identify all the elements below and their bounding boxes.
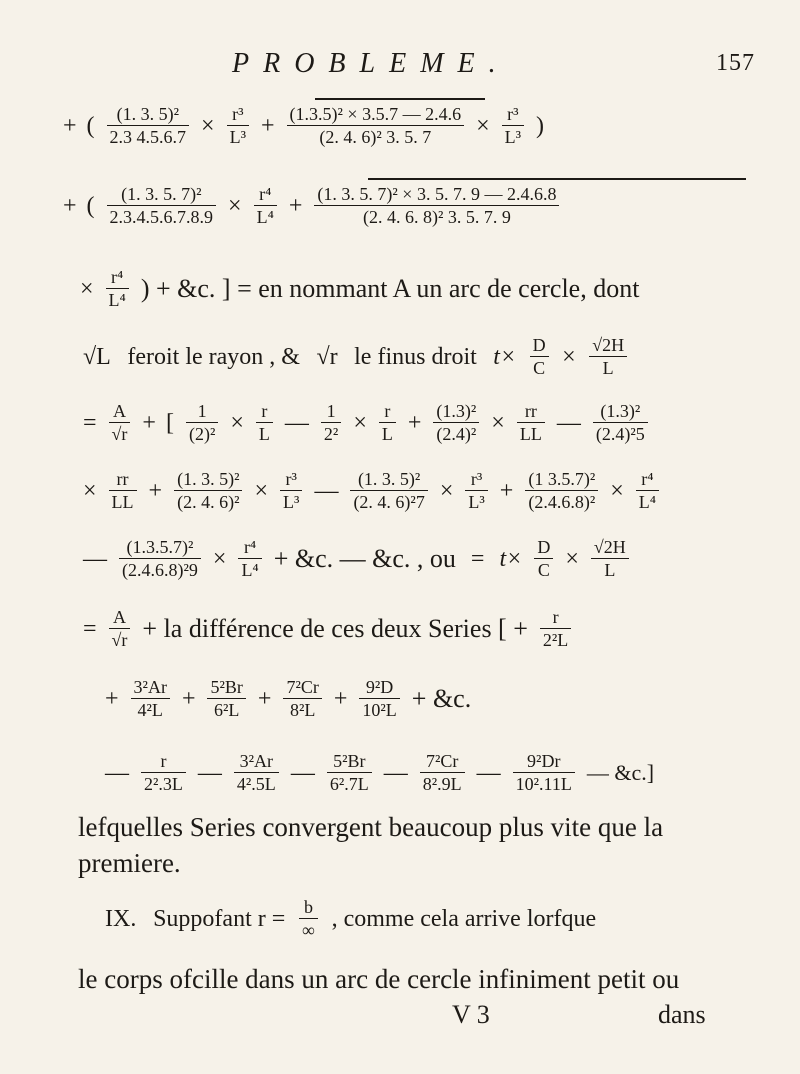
- fraction: $\frac{\text{7²Cr}}{\text{8²L}}$: [283, 678, 321, 719]
- equation-line-2: + ( $\frac{\text{(1. 3. 5. 7)²}}{2.3.4.5.6.7.8.9}$ × $\frac{\text{r⁴}}{\text{L⁴}}$ + $\frac{\text{(1. 3. 5. 7)² × 3. 5. 7. 9 — 2.4.6.8}}{\text{(2. 4. 6. 8)² 3. 5. 7. 9}}$: [58, 185, 561, 226]
- fraction: $\frac{\text{r³}}{\text{L³}}$: [465, 470, 487, 511]
- fraction: $\frac{\text{r⁴}}{\text{L⁴}}$: [636, 470, 659, 511]
- section-ix-line-2: le corps ofcille dans un arc de cercle infiniment petit ou: [78, 964, 680, 994]
- signature-mark: V 3: [452, 1000, 490, 1029]
- overline-rule: [368, 178, 746, 180]
- fraction: $\frac{\text{3²Ar}}{\text{4²L}}$: [131, 678, 170, 719]
- paragraph-line-1: lefquelles Series convergent beaucoup plus vite que la: [78, 812, 664, 842]
- fraction: $\frac{A}{√r}$: [109, 402, 131, 443]
- equation-line-10: — $\frac{r}{\text{2².3L}}$ — $\frac{\text{3²Ar}}{\text{4².5L}}$ — $\frac{\text{5²Br}}{\text{6².7L}}$ — $\frac{\text{7²Cr}}{\text{8².9L}}$ — $\frac{\text{9²Dr}}{\text{10².11L}}$ — &c.]: [105, 751, 655, 794]
- equation-line-8: = $\frac{A}{√r}$ + la différence de ces deux Series [ + $\frac{r}{\text{2²L}}$: [78, 608, 573, 649]
- page-number: 157: [716, 50, 755, 76]
- fraction: $\frac{rr}{LL}$: [109, 470, 137, 511]
- fraction: $\frac{\text{(1.3.5.7)²}}{\text{(2.4.6.8)²9}}$: [119, 538, 201, 579]
- fraction: $\frac{rr}{LL}$: [517, 402, 545, 443]
- equation-line-6: × $\frac{rr}{LL}$ + $\frac{\text{(1. 3. 5)²}}{\text{(2. 4. 6)²}}$ × $\frac{\text{r³}}{\text{L³}}$ — $\frac{\text{(1. 3. 5)²}}{\text{(2. 4. 6)²7}}$ × $\frac{\text{r³}}{\text{L³}}$ + $\frac{\text{(1 3.5.7)²}}{\text{(2.4.6.8)²}}$ × $\frac{\text{r⁴}}{\text{L⁴}}$: [78, 470, 661, 511]
- fraction: $\frac{√2H}{L}$: [589, 336, 627, 377]
- fraction: $\frac{\text{r³}}{\text{L³}}$: [280, 470, 302, 511]
- fraction: $\frac{D}{C}$: [534, 538, 553, 579]
- running-head: [0, 48, 800, 88]
- fraction: $\frac{r}{L}$: [256, 402, 273, 443]
- fraction: $\frac{\text{9²D}}{\text{10²L}}$: [359, 678, 399, 719]
- fraction: $\frac{√2H}{L}$: [591, 538, 629, 579]
- fraction: $\frac{\text{3²Ar}}{\text{4².5L}}$: [234, 752, 279, 793]
- fraction: $\frac{\text{(1. 3. 5)²}}{\text{(2. 4. 6)²7}}$: [350, 470, 427, 511]
- section-ix-line-1: IX. Suppofant r = $\frac{b}{\infty}$ , comme cela arrive lorfque: [105, 897, 597, 940]
- catchword: dans: [658, 1000, 706, 1029]
- equation-line-3: × $\frac{\text{r⁴}}{\text{L⁴}}$ ) + &c. ] = en nommant A un arc de cercle, dont: [80, 267, 640, 310]
- fraction: $\frac{\text{(1.3.5)² × 3.5.7 — 2.4.6}}{\text{(2. 4. 6)² 3. 5. 7}}$: [287, 105, 465, 146]
- fraction: $\frac{\text{r³}}{\text{L³}}$: [227, 105, 249, 146]
- fraction: $\frac{\text{r³}}{\text{L³}}$: [502, 105, 524, 146]
- fraction: $\frac{D}{C}$: [530, 336, 549, 377]
- equation-line-5: = $\frac{A}{√r}$ + [ $\frac{1}{\text{(2)²}}$ × $\frac{r}{L}$ — $\frac{1}{\text{2²}}$ × $\frac{r}{L}$ + $\frac{\text{(1.3)²}}{\text{(2.4)²}}$ × $\frac{rr}{LL}$ — $\frac{\text{(1.3)²}}{\text{(2.4)²5}}$: [78, 402, 650, 443]
- section-label: IX.: [105, 905, 137, 932]
- fraction: $\frac{b}{\infty}$: [299, 898, 318, 939]
- fraction: $\frac{1}{\text{(2)²}}$: [186, 402, 218, 443]
- fraction: $\frac{r}{\text{2².3L}}$: [141, 752, 186, 793]
- fraction: $\frac{r}{L}$: [379, 402, 396, 443]
- fraction: $\frac{\text{r⁴}}{\text{L⁴}}$: [254, 185, 277, 226]
- equation-line-9: + $\frac{\text{3²Ar}}{\text{4²L}}$ + $\frac{\text{5²Br}}{\text{6²L}}$ + $\frac{\text{7²Cr}}{\text{8²L}}$ + $\frac{\text{9²D}}{\text{10²L}}$ + &c.: [105, 677, 472, 720]
- paragraph-line-2: premiere.: [78, 848, 181, 878]
- fraction: $\frac{\text{9²Dr}}{\text{10².11L}}$: [513, 752, 575, 793]
- fraction: $\frac{\text{(1. 3. 5)²}}{\text{(2. 4. 6)²}}$: [174, 470, 242, 511]
- fraction: $\frac{\text{r⁴}}{\text{L⁴}}$: [106, 268, 129, 309]
- text-line-4: √L feroit le rayon , & √r le finus droit t× $\frac{D}{C}$ × $\frac{√2H}{L}$: [78, 336, 629, 377]
- running-title: PROBLEME.: [232, 48, 510, 79]
- fraction: $\frac{\text{(1. 3. 5. 7)²}}{2.3.4.5.6.7.8.9}$: [107, 185, 217, 226]
- equation-line-7: — $\frac{\text{(1.3.5.7)²}}{\text{(2.4.6.8)²9}}$ × $\frac{\text{r⁴}}{\text{L⁴}}$ + &c. — &c. , ou = t× $\frac{D}{C}$ × $\frac{√2H}{L}$: [78, 538, 631, 579]
- fraction: $\frac{A}{√r}$: [109, 608, 131, 649]
- fraction: $\frac{\text{5²Br}}{\text{6²L}}$: [207, 678, 245, 719]
- fraction: $\frac{\text{(1.3)²}}{\text{(2.4)²}}$: [433, 402, 479, 443]
- fraction: $\frac{\text{7²Cr}}{\text{8².9L}}$: [420, 752, 465, 793]
- fraction: $\frac{\text{(1. 3. 5. 7)² × 3. 5. 7. 9 — 2.4.6.8}}{\text{(2. 4. 6. 8)² 3. 5. 7. 9}}$: [314, 185, 559, 226]
- fraction: $\frac{\text{(1.3)²}}{\text{(2.4)²5}}$: [593, 402, 648, 443]
- fraction: $\frac{\text{r⁴}}{\text{L⁴}}$: [238, 538, 261, 579]
- fraction: $\frac{1}{\text{2²}}$: [321, 402, 341, 443]
- fraction: $\frac{\text{(1. 3. 5)²}}{2.3 4.5.6.7}$: [107, 105, 190, 146]
- equation-line-1: + ( $\frac{\text{(1. 3. 5)²}}{2.3 4.5.6.7}$ × $\frac{\text{r³}}{\text{L³}}$ + $\frac{\text{(1.3.5)² × 3.5.7 — 2.4.6}}{\text{(2. 4. 6)² 3. 5. 7}}$ × $\frac{\text{r³}}{\text{L³}}$ ): [63, 104, 545, 147]
- overline-rule: [315, 98, 485, 100]
- fraction: $\frac{\text{5²Br}}{\text{6².7L}}$: [327, 752, 372, 793]
- fraction: $\frac{\text{(1 3.5.7)²}}{\text{(2.4.6.8)²}}$: [525, 470, 598, 511]
- fraction: $\frac{r}{\text{2²L}}$: [540, 608, 571, 649]
